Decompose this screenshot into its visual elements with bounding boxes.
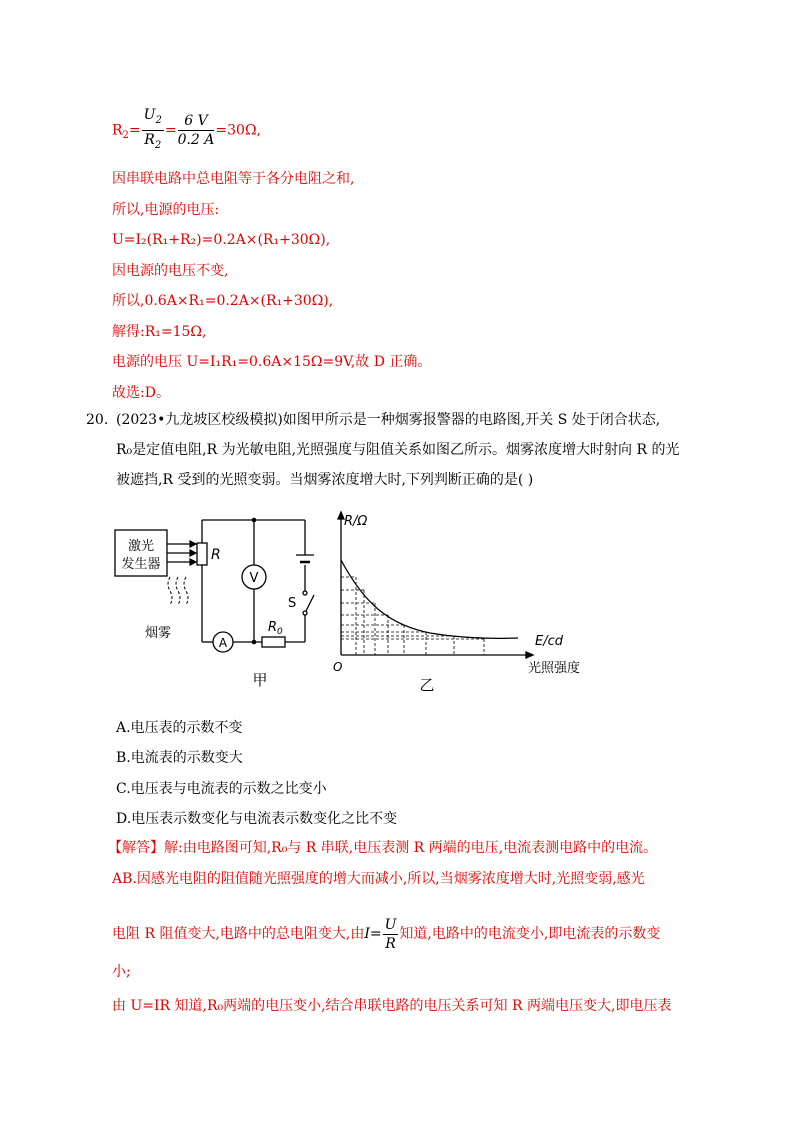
graph-caption: 乙 xyxy=(419,676,435,694)
frac-den-r: R xyxy=(144,131,155,148)
answer-text-1: 解:由电路图可知,R₀与 R 串联,电压表测 R 两端的电压,电流表测电路中的电流。 xyxy=(164,840,658,856)
circuit-caption: 甲 xyxy=(252,671,268,689)
voltmeter-label: V xyxy=(249,571,259,586)
ammeter-label: A xyxy=(218,636,228,650)
solution-line-4: 因电源的电压不变, xyxy=(112,263,229,279)
photoresistor xyxy=(197,543,207,565)
r2-equals-2: = xyxy=(164,122,177,139)
option-c: C.电压表与电流表的示数之比变小 xyxy=(116,781,327,797)
question-line-2: R₀是定值电阻,R 为光敏电阻,光照强度与阻值关系如图乙所示。烟雾浓度增大时射向 R 的光 xyxy=(116,442,680,458)
smoke-label: 烟雾 xyxy=(145,626,172,641)
option-b: B.电流表的示数变大 xyxy=(116,750,243,766)
fixed-resistor xyxy=(262,637,285,647)
answer-text-3b: 知道,电路中的电流变小,即电流表的示数变 xyxy=(399,926,661,942)
graph-x-axis-name: 光照强度 xyxy=(528,661,581,676)
formula-equals: = xyxy=(369,926,382,942)
u2-over-r2-fraction xyxy=(142,106,164,155)
battery xyxy=(296,555,314,562)
answer-line-4: 小; xyxy=(112,964,131,980)
junction-top xyxy=(252,518,257,523)
r2-equals: = xyxy=(128,122,141,139)
answer-line-3 xyxy=(112,914,660,954)
formula-num-u: U xyxy=(384,916,397,933)
r2-result: =30Ω, xyxy=(215,122,262,139)
answer-line-1 xyxy=(108,838,657,858)
option-a: A.电压表的示数不变 xyxy=(116,720,243,736)
r0-label: $R_0$ xyxy=(268,620,283,637)
smoke-lines xyxy=(168,577,188,605)
switch xyxy=(303,591,314,615)
graph-ylabel: R/Ω xyxy=(344,514,368,529)
solution-line-2: 所以,电源的电压: xyxy=(112,202,220,218)
question-number: 20. xyxy=(86,412,109,428)
frac-num-u: U xyxy=(143,107,156,123)
solution-line-6: 解得:R₁=15Ω, xyxy=(112,324,207,340)
circuit-diagram xyxy=(110,505,330,695)
frac-num-sub: 2 xyxy=(155,114,162,126)
frac-den-sub: 2 xyxy=(154,139,162,151)
solution-line-8: 故选:D。 xyxy=(112,385,170,401)
switch-label: S xyxy=(288,596,297,611)
junction-bottom xyxy=(252,640,257,645)
graph-dashed-grid xyxy=(341,577,484,655)
solution-line-1: 因串联电路中总电阻等于各分电阻之和, xyxy=(112,171,355,187)
r-label: R xyxy=(211,547,221,563)
graph-curve xyxy=(341,560,518,638)
u-over-r-fraction xyxy=(383,916,399,953)
answer-line-2: AB.因感光电阻的阻值随光照强度的增大而减小,所以,当烟雾浓度增大时,光照变弱,感光 xyxy=(112,871,645,887)
question-line-3: 被遮挡,R 受到的光照变弱。当烟雾浓度增大时,下列判断正确的是( ) xyxy=(116,472,534,488)
solution-line-5: 所以,0.6A×R₁=0.2A×(R₁+30Ω), xyxy=(112,293,334,309)
r2-symbol: R xyxy=(112,122,123,139)
frac-num-6v: 6 V xyxy=(178,112,215,131)
solution-line-7: 电源的电压 U=I₁R₁=0.6A×15Ω=9V,故 D 正确。 xyxy=(112,354,432,370)
question-line-1: (2023•九龙坡区校级模拟)如图甲所示是一种烟雾报警器的电路图,开关 S 处于闭合状态, xyxy=(116,412,661,428)
laser-arrows xyxy=(167,541,196,565)
r2-equation xyxy=(112,106,261,156)
solution-line-3: U=I₂(R₁+R₂)=0.2A×(R₁+30Ω), xyxy=(112,232,331,248)
graph-xlabel: E/cd xyxy=(535,634,563,649)
values-fraction xyxy=(178,112,215,149)
answer-line-5: 由 U=IR 知道,R₀两端的电压变小,结合串联电路的电压关系可知 R 两端电压变大,即电压表 xyxy=(112,998,672,1014)
frac-den-02a: 0.2 A xyxy=(177,131,215,148)
option-d: D.电压表示数变化与电流表示数变化之比不变 xyxy=(116,811,398,827)
formula-den-r: R xyxy=(385,935,396,952)
answer-text-3a: 电阻 R 阻值变大,电路中的总电阻变大,由 xyxy=(112,926,365,942)
r2-sub: 2 xyxy=(122,130,129,142)
resistance-graph xyxy=(330,505,600,695)
answer-tag: 【解答】 xyxy=(108,840,164,856)
graph-origin: O xyxy=(333,660,343,674)
laser-label-1: 激光 xyxy=(127,539,155,554)
laser-label-2: 发生器 xyxy=(121,557,161,572)
formula-i: I xyxy=(364,926,370,942)
